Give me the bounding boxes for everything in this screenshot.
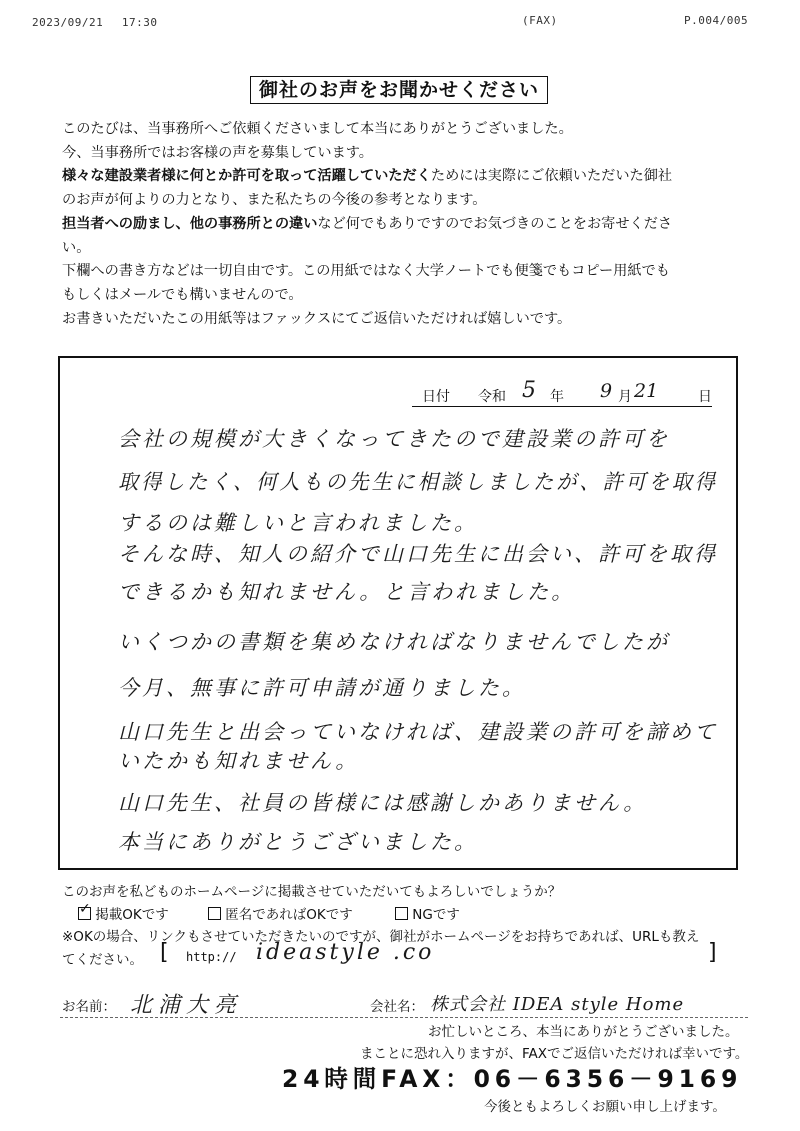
option-label: NGです (412, 907, 460, 923)
message-line: 本当にありがとうございました。 (118, 830, 478, 854)
message-line: そんな時、知人の紹介で山口先生に出会い、許可を取得 (118, 542, 718, 566)
message-line: いくつかの書類を集めなければなりませんでしたが (118, 630, 670, 654)
page-title: 御社のお声をお聞かせください (250, 76, 548, 104)
intro-line: このたびは、当事務所へご依頼くださいまして本当にありがとうございました。 (62, 121, 573, 137)
date-month-unit: 月 (618, 389, 632, 405)
message-line: 山口先生と出会っていなければ、建設業の許可を諦めて (118, 720, 718, 744)
fax-page: P.004/005 (684, 14, 749, 27)
footer-request: まことに恐れ入りますが、FAXでご返信いただければ幸いです。 (360, 1046, 749, 1062)
date-month: 9 (600, 380, 613, 402)
intro-line: 下欄への書き方などは一切自由です。この用紙ではなく大学ノートでも便箋でもコピー用紙でも (62, 263, 670, 280)
checkbox-ng[interactable] (395, 907, 408, 920)
message-line: 山口先生、社員の皆様には感謝しかありません。 (118, 791, 648, 815)
intro-line: もしくはメールでも構いませんので。 (62, 286, 303, 303)
date-line (412, 378, 712, 407)
url-note-2: てください。 (62, 952, 143, 968)
date-year-unit: 年 (550, 389, 564, 405)
checkbox-anonymous-ok[interactable] (208, 907, 221, 920)
checkbox-publish-ok[interactable] (78, 901, 91, 920)
message-line: 取得したく、何人もの先生に相談しましたが、許可を取得 (118, 470, 718, 494)
name-value: 北浦大亮 (130, 993, 243, 1018)
url-value: ideastyle .co (256, 940, 435, 965)
check-icon: ✓ (79, 901, 91, 917)
intro-emphasis: 担当者への励まし、他の事務所との違い (62, 215, 318, 232)
url-note: ※OKの場合、リンクもさせていただきたいのですが、御社がホームページをお持ちであれば、URLも教え (62, 929, 700, 945)
footer-thanks: お忙しいところ、本当にありがとうございました。 (428, 1024, 739, 1040)
option-label: 匿名であればOKです (225, 907, 353, 923)
intro-emphasis: 様々な建設業者様に何とか許可を取って活躍していただく (62, 168, 431, 185)
message-line: いたかも知れません。 (118, 749, 360, 773)
url-prefix: http:// (186, 950, 237, 964)
name-label: お名前： (62, 999, 116, 1015)
option-ng[interactable] (395, 903, 460, 923)
intro-line: お書きいただいたこの用紙等はファックスにてご返信いただければ嬉しいです。 (62, 310, 572, 327)
intro-line (62, 165, 752, 189)
message-line: 今月、無事に許可申請が通りました。 (118, 676, 526, 700)
message-line: できるかも知れません。と言われました。 (118, 580, 576, 604)
fax-label: (FAX) (522, 14, 558, 27)
option-publish-ok[interactable] (78, 903, 169, 923)
date-day-unit: 日 (698, 389, 712, 405)
date-year: 5 (522, 378, 536, 403)
intro-line: い。 (62, 239, 91, 256)
date-label: 日付 (422, 389, 450, 405)
bracket-close: ] (708, 940, 717, 965)
date-day: 21 (634, 380, 659, 402)
company-label: 会社名： (370, 999, 424, 1015)
option-anonymous-ok[interactable] (208, 903, 353, 923)
intro-line (62, 213, 752, 237)
intro-rest: など何でもありですのでお気づきのことをお寄せくださ (317, 215, 673, 232)
fax-datetime: 2023/09/21 17:30 (32, 16, 158, 29)
footer-closing: 今後ともよろしくお願い申し上げます。 (484, 1099, 726, 1115)
bracket-open: [ (160, 940, 169, 965)
intro-line: のお声が何よりの力となり、また私たちの今後の参考となります。 (62, 192, 487, 209)
consent-question: このお声を私どものホームページに掲載させていただいてもよろしいでしょうか？ (62, 884, 562, 900)
option-label: 掲載OKです (95, 907, 169, 923)
intro-text (62, 118, 752, 331)
fax-number: 24時間FAX：06－6356－9169 (282, 1065, 743, 1093)
message-line: 会社の規模が大きくなってきたので建設業の許可を (118, 427, 670, 451)
message-line: するのは難しいと言われました。 (118, 511, 478, 535)
intro-line: 今、当事務所ではお客様の声を募集しています。 (62, 144, 373, 161)
date-era: 令和 (478, 389, 506, 405)
intro-rest: ためには実際にご依頼いただいた御社 (430, 168, 673, 185)
company-value: 株式会社 IDEA style Home (430, 994, 685, 1015)
